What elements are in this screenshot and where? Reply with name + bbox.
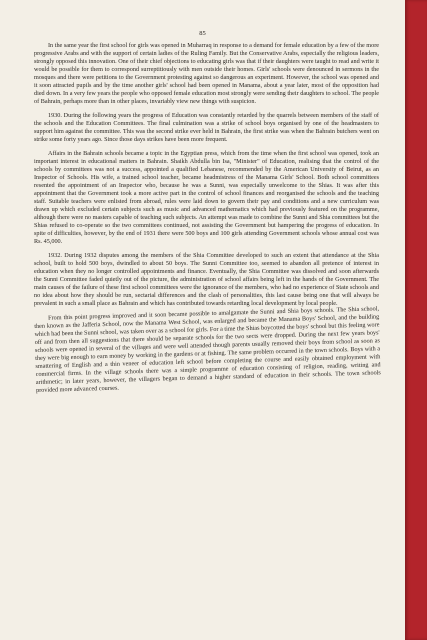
paragraph-1932: 1932. During 1932 disputes among the members of the Shia Committee developed to such an extent that attendance at the Shia school, built to hold 500 boys, dwindled to about 50 boys. The Sunni Committee too, seemed to abandon all pretence of interest in education when they no longer controlled appointments and finance. Eventually, the Shia Committee was dissolved and soon afterwards the Sunni Committee faded quietly out of the picture, the administration of school affairs being left in the hands of the Government. The main causes of the failure of these first school committees were the ignorance of the members, who had no experience of State schools and no idea about how they should be run, sectarial differences and the clash of personalities, this last cause being one that will always be prevalent in such a small place as Bahrain and which has contributed towards retarding local development by local people.	[34, 252, 379, 308]
paragraph-girls-school: In the same year the first school for girls was opened in Muharraq in response to a demand for female education by a few of the more progressive Arabs and with the support of certain ladies of the Ruling Family. But the Conservative Arabs, especially the religious leaders, strongly opposed this innovation. One of their chief objections to educating girls was that if their daughters were taught to read and write it would be possible for them to correspond surreptitiously with men outside their homes. Girls' schools were denounced in sermons in the mosques and there were petitions to the Government protesting against so dangerous an experiment. However, the school was opened and it soon attracted pupils and by the time another girls' school had been opened in Manama, about a year later, most of the opposition had died down. In a very few years the people who opposed female education most strongly were sending their daughters to school. The people of Bahrain, perhaps more than in other places, invariably view new things with suspicion.	[34, 42, 379, 105]
paragraph-1930: 1930. During the following years the progress of Education was constantly retarded by the quarrels between members of the staff of the schools and the Education Committees. The final culmination was a strike of school boys organised by one of the headmasters to support him against the committee. This was the second strike ever held in Bahrain, the first strike was when the Bahrain butchers went on strike some forty years ago. Since those days strikes have been more frequent.	[34, 112, 379, 143]
body-text	[34, 42, 379, 394]
paragraph-inspector: Affairs in the Bahrain schools became a topic in the Egyptian press, which from the time when the first school was opened, took an important interest in educational matters in Bahrain. Shaikh Abdulla bin Isa, "Minister" of Education, realising that the control of the schools by committees was not a success, appointed a qualified Lebanese, recommended by the American University of Beirut, as an Inspector of Schools. His wife, a trained school teacher, became headmistress of the Manama Girls' School. Both school committees resented the appointment of an Inspector who, because he was a Sunni, was especially unwelcome to the Shias. It was after this appointment that the Government took a more active part in the control of school finances and reorganised the schools and the teaching staff. Suitable teachers were enlisted from abroad, rules were laid down to govern their pay and conditions and a new curriculum was drawn up which excluded certain subjects such as music and advanced mathematics which had previously featured on the programme, although there were no masters capable of teaching such subjects. An attempt was made to combine the Sunni and Shia committees but the Shias refused to co-operate so the two committees continued, not assisting the Government but hampering the progress of education. In spite of difficulties, however, by the end of 1931 there were 500 boys and 100 girls attending Government schools whose annual cost was Rs. 45,000.	[34, 150, 379, 245]
paragraph-amalgamation: From this point progress improved and it soon became possible to amalgamate the Sunni and Shia boys schools. The Shia school, then known as the Jafferia School, now the Manama West School, was enlarged and became the Manama Boys' School, and the building which had been the Sunni school, was taken over as a school for girls. For a time the Shias boycotted the boys' school but this feeling wore off and from then all suggestions that there should be separate schools for the two sects were dropped. During the next few years boys' schools were opened in several of the villages and were well attended though parents usually removed their boys from school as soon as they were big enough to earn money by working in the gardens or at fishing. The same problem occurred in the town schools. Boys with a smattering of English and a thin veneer of education left school before completing the course and easily obtained employment with commercial firms. In the village schools there was a simple programme of education consisting of religion, reading, writing and arithmetic; in later years, however, the villagers began to demand a higher standard of education in their schools. The town schools provided more advanced courses.	[34, 304, 381, 394]
book-cover-edge	[405, 0, 427, 640]
page-number: 85	[199, 30, 206, 37]
